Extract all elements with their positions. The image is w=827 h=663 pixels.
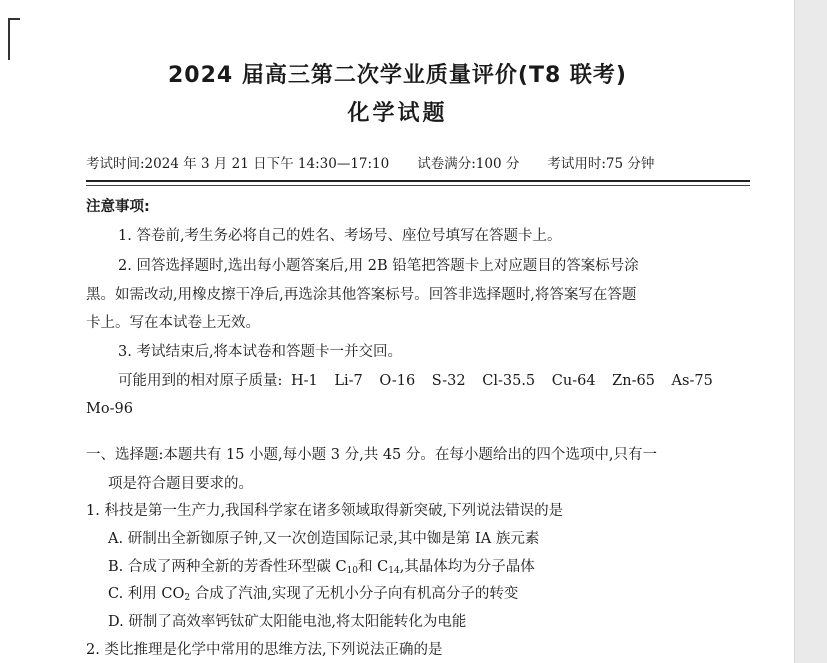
atomic-mass-mo: Mo-96: [86, 401, 133, 417]
notice-item-2-line-3: 卡上。写在本试卷上无效。: [86, 315, 260, 331]
divider-thick: [86, 180, 750, 182]
margin-bracket: [8, 18, 20, 60]
exam-subtitle: 化学试题: [347, 101, 448, 126]
notice-item-2-line-1: 2. 回答选择题时,选出每小题答案后,用 2B 铅笔把答题卡上对应题目的答案标号涂: [118, 258, 639, 274]
exam-duration: 考试用时:75 分钟: [547, 156, 655, 172]
notice-item-3: 3. 考试结束后,将本试卷和答题卡一并交回。: [118, 344, 403, 360]
option-b-sub-2: 14: [388, 566, 400, 576]
option-b-text-3: ,其晶体均为分子晶体: [399, 559, 535, 575]
option-b-text-2: 和 C: [358, 559, 389, 575]
atomic-mass-zn: Zn-65: [612, 373, 655, 389]
option-b-text-1: B. 合成了两种全新的芳香性环型碳 C: [108, 559, 347, 575]
atomic-mass-li: Li-7: [334, 373, 363, 389]
exam-score: 试卷满分:100 分: [417, 156, 520, 172]
question-1-option-c: [108, 585, 518, 607]
atomic-mass-cl: Cl-35.5: [482, 373, 536, 389]
question-1-stem: 1. 科技是第一生产力,我国科学家在诸多领域取得新突破,下列说法错误的是: [86, 503, 564, 519]
question-2-stem: 2. 类比推理是化学中常用的思维方法,下列说法正确的是: [86, 642, 443, 658]
section-1-line-1: 一、选择题:本题共有 15 小题,每小题 3 分,共 45 分。在每小题给出的四个选项中,只有一: [86, 447, 657, 463]
question-1-option-a: A. 研制出全新铷原子钟,又一次创造国际记录,其中铷是第 IA 族元素: [108, 531, 540, 547]
atomic-mass-cu: Cu-64: [551, 373, 596, 389]
exam-title: 2024 届高三第二次学业质量评价(T8 联考): [168, 63, 627, 88]
option-b-sub-1: 10: [346, 566, 359, 576]
option-c-text-2: 合成了汽油,实现了无机小分子向有机高分子的转变: [190, 586, 519, 602]
atomic-mass-as: As-75: [671, 373, 713, 389]
notice-item-2-line-2: 黑。如需改动,用橡皮擦干净后,再选涂其他答案标号。回答非选择题时,将答案写在答题: [86, 287, 637, 303]
atomic-mass-o: O-16: [379, 373, 416, 389]
exam-time: 考试时间:2024 年 3 月 21 日下午 14:30—17:10: [86, 156, 390, 172]
question-1-option-d: D. 研制了高效率钙钛矿太阳能电池,将太阳能转化为电能: [108, 614, 467, 630]
option-c-text-1: C. 利用 CO: [108, 586, 185, 602]
atomic-mass-label: 可能用到的相对原子质量:: [118, 373, 283, 389]
viewer-scroll-gutter[interactable]: [794, 0, 827, 663]
section-1-line-2: 项是符合题目要求的。: [108, 476, 253, 492]
question-1-option-b: [108, 558, 535, 580]
notice-item-1: 1. 答卷前,考生务必将自己的姓名、考场号、座位号填写在答题卡上。: [118, 228, 562, 244]
atomic-mass-line: [118, 372, 725, 390]
exam-meta: [86, 152, 766, 172]
notice-heading: 注意事项:: [86, 199, 150, 215]
option-c-sub: 2: [184, 593, 191, 603]
atomic-mass-s: S-32: [431, 373, 466, 389]
atomic-mass-h: H-1: [291, 373, 318, 389]
divider-thin: [86, 185, 750, 186]
